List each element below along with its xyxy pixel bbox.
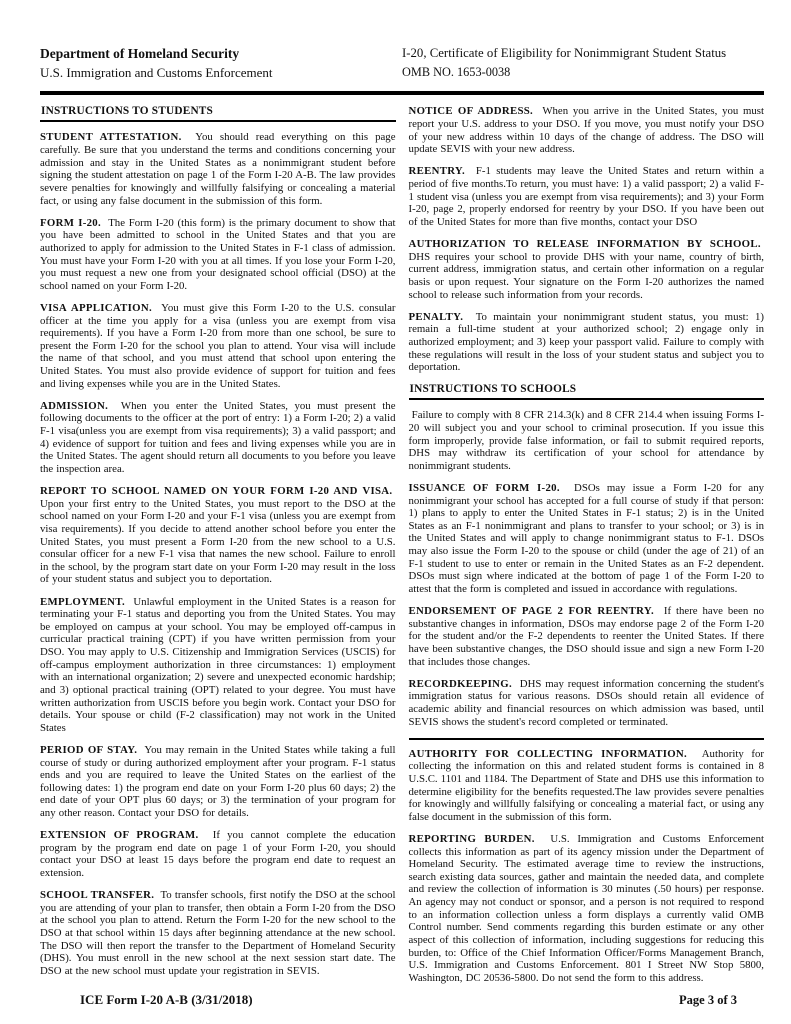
- page-header: [40, 44, 764, 82]
- paragraph: EMPLOYMENT. Unlawful employment in the United States is a reason for terminating your F-1 status and deporting you from the United States. You may be employed on campus at your school. You may be employed off-campus in curricular practical training (CPT) if you have written permission from your DSO. You may apply to U.S. Citizenship and Immigration Services (USCIS) for off-campus employment authorization in three circumstances: 1) employment with an international organization; 2) severe and unexpected economic hardship; and 3) optional practical training (OPT) related to your degree. You must have written authorization from USCIS before you begin work. Contact your DSO for details. Your spouse or child (F-2 classification) may not work in the United States: [40, 595, 396, 734]
- authority-paragraphs: [409, 748, 765, 985]
- paragraph: REPORT TO SCHOOL NAMED ON YOUR FORM I-20 AND VISA. Upon your first entry to the United States, you must report to the DSO at the school named on your Form I-20 and your F-1 visa (unless you are exempt from visa requirements). If you decide to attend another school before you enter the United States, you must present a Form I-20 from the new school to a U.S. consular officer for a new F-1 visa that names the new school. Failure to enroll in the school, by the program start date on your Form I-20 may result in the loss of your student status and subject you to deportation.: [40, 485, 396, 586]
- students-paragraphs: [40, 131, 396, 977]
- paragraph: PERIOD OF STAY. You may remain in the United States while taking a full course of study or during authorized employment after your program. F-1 status ends and you are required to leave the United States on the earliest of the following dates: 1) the program end date on your Form I-20 plus 60 days; 2) the end date of your OPT plus 60 days; or 3) the termination of your program for any other reason. Contact your DSO for details.: [40, 743, 396, 820]
- authority-divider-rule: [409, 738, 765, 740]
- paragraph-lead: AUTHORIZATION TO RELEASE INFORMATION BY SCHOOL.: [408, 238, 761, 251]
- paragraph: VISA APPLICATION. You must give this Form I-20 to the U.S. consular officer at the time you apply for a visa (unless you are exempt from visa requirements). If you have a Form I-20 from more than one school, be sure to present the Form I-20 for the school you plan to attend. Your visa will include the name of that school, and you must attend that school upon entering the United States. You must also provide evidence of support for tuition and fees and living expenses while you are in the United States.: [40, 301, 396, 390]
- paragraph-lead: AUTHORITY FOR COLLECTING INFORMATION.: [408, 747, 688, 760]
- left-column: [40, 105, 396, 994]
- paragraph-lead: FORM I-20.: [40, 216, 101, 229]
- paragraph-lead: ENDORSEMENT OF PAGE 2 FOR REENTRY.: [408, 605, 654, 618]
- paragraph: ISSUANCE OF FORM I-20. DSOs may issue a Form I-20 for any nonimmigrant your school has accepted for a full course of study if that person: 1) plans to apply to enter the United States in F-1 status; 2) is in the United States as an F-1 nonimmigrant and plans to transfer to your school; or 3) is in the United States and will apply to change nonimmigrant status to F-1. DSOs may also issue the Form I-20 to the spouse or child (under the age of 21) of an F-1 student to use to enter or remain in the United States as an F-2 dependent. DSOs must sign where indicated at the bottom of page 1 of the Form I-20 to attest that the form is completed and issued in accordance with regulations.: [408, 481, 764, 595]
- schools-paragraphs: [409, 409, 765, 728]
- page-footer: [80, 992, 737, 1008]
- section-heading-schools: INSTRUCTIONS TO SCHOOLS: [409, 383, 765, 400]
- paragraph: EXTENSION OF PROGRAM. If you cannot complete the education program by the program end date on page 1 of your Form I-20, you should contact your DSO at least 15 days before the program end date to request an extension.: [40, 829, 396, 880]
- paragraph-lead: NOTICE OF ADDRESS.: [408, 105, 534, 118]
- paragraph: STUDENT ATTESTATION. You should read everything on this page carefully. Be sure that you understand the terms and conditions concerning your admission and stay in the United States as a nonimmigrant student before signing the student attestation on page 1 of the Form I-20 A-B. The law provides severe penalties for knowingly and willfully falsifying or concealing a material fact, or using any false document in the submission of this form.: [40, 131, 396, 207]
- paragraph-lead: REPORT TO SCHOOL NAMED ON YOUR FORM I-20 AND VISA.: [40, 485, 393, 498]
- paragraph: ENDORSEMENT OF PAGE 2 FOR REENTRY. If there have been no substantive changes in information, DSOs may endorse page 2 of the Form I-20 for the student and/or the F-2 dependents to reenter the United States. If there have been substantive changes, the DSO should issue and sign a new Form I-20 that includes those changes.: [408, 605, 764, 668]
- paragraph-lead: ISSUANCE OF FORM I-20.: [408, 481, 560, 494]
- paragraph: SCHOOL TRANSFER. To transfer schools, first notify the DSO at the school you are attending of your plan to transfer, then obtain a Form I-20 from the DSO at the school you plan to attend. Return the Form I-20 for the new school to the DSO at that school within 15 days after beginning attendance at the new school. The DSO will then report the transfer to the Department of Homeland Security (DHS). You must enroll in the new school at the next session start date. The DSO at the new school must update your registration in SEVIS.: [40, 889, 396, 977]
- paragraph-lead: EMPLOYMENT.: [40, 595, 125, 608]
- paragraph-lead: VISA APPLICATION.: [40, 301, 152, 314]
- paragraph: REPORTING BURDEN. U.S. Immigration and Customs Enforcement collects this information as part of its agency mission under the Department of Homeland Security. The estimated average time to review the instructions, search existing data sources, gather and maintain the needed data, and complete and review the collection of information is 30 minutes (.50 hours) per response. An agency may not conduct or sponsor, and a person is not required to respond to an information collection unless a form displays a currently valid OMB Control number. Send comments regarding this burden estimate or any other aspect of this collection of information, including suggestions for reducing this burden, to: Office of the Chief Information Officer/Forms Management Branch, U.S. Immigration and Customs Enforcement. 801 I Street NW Stop 5800, Washington, DC 20536-5800. Do not send the form to this address.: [408, 832, 765, 984]
- header-divider-rule: [40, 91, 764, 95]
- paragraph: REENTRY. F-1 students may leave the United States and return within a period of five months.To return, you must have: 1) a valid passport; 2) a valid F-1 student visa (unless you are exempt from visa requirements); and 3) your Form I-20, page 2, properly endorsed for reentry by your DSO. If you have been out of the United States for more than five months, contact your DSO: [408, 165, 764, 228]
- header-form-block: [402, 44, 764, 82]
- right-column: [409, 105, 765, 994]
- paragraph: Failure to comply with 8 CFR 214.3(k) and 8 CFR 214.4 when issuing Forms I-20 will subject you and your school to criminal prosecution. If you issue this form improperly, provide false information, or fail to submit required reports, DHS may withdraw its certification of your school for attendance by nonimmigrant students.: [408, 409, 764, 472]
- right-top-paragraphs: [409, 105, 765, 373]
- paragraph-lead: STUDENT ATTESTATION.: [40, 131, 182, 144]
- paragraph: FORM I-20. The Form I-20 (this form) is the primary document to show that you have been admitted to school in the United States and that you are authorized to apply for admission to the United States in F-1 class of admission. You must have your Form I-20 with you at all times. If you lose your Form I-20, you must request a new one from your designated school official (DSO) at the school named on your Form I-20.: [40, 216, 396, 292]
- paragraph: RECORDKEEPING. DHS may request information concerning the student's immigration status for various reasons. DSOs should retain all evidence of academic ability and financial resources on which admission was based, until SEVIS shows the student's record completed or terminated.: [408, 677, 764, 728]
- header-agency-block: [40, 44, 273, 82]
- paragraph-lead: REENTRY.: [408, 165, 466, 178]
- paragraph: PENALTY. To maintain your nonimmigrant student status, you must: 1) remain a full-time student at your authorized school; 2) engage only in authorized employment; and 3) keep your passport valid. Failure to comply with these regulations will result in the loss of your student status and subject you to deportation.: [408, 310, 764, 374]
- paragraph-lead: PERIOD OF STAY.: [40, 743, 138, 756]
- paragraph-lead: SCHOOL TRANSFER.: [40, 889, 155, 902]
- paragraph: AUTHORITY FOR COLLECTING INFORMATION. Authority for collecting the information on this and related student forms is contained in 8 U.S.C. 1101 and 1184. The Department of State and DHS use this information to determine eligibility for the benefits requested.The law provides severe penalties for knowingly and willfully falsifying or concealing a material fact, or using any false document in the submission of this form.: [408, 747, 764, 823]
- paragraph-lead: PENALTY.: [408, 310, 464, 323]
- form-edition: ICE Form I-20 A-B (3/31/2018): [80, 992, 253, 1007]
- paragraph-lead: ADMISSION.: [40, 399, 109, 412]
- paragraph: ADMISSION. When you enter the United States, you must present the following documents to the officer at the port of entry: 1) a Form I-20; 2) a valid F-1 visa(unless you are exempt from visa requirements); 3) a valid passport; and 4) evidence of support for tuition and fees and living expenses while you are in the United States. The agent should return all documents to you before you leave the inspection area.: [40, 399, 396, 475]
- paragraph-lead: RECORDKEEPING.: [408, 677, 512, 690]
- agency-subtitle: U.S. Immigration and Customs Enforcement: [40, 64, 273, 80]
- paragraph: NOTICE OF ADDRESS. When you arrive in the United States, you must report your U.S. address to your DSO. If you move, you must notify your DSO of your new address within 10 days of the change of address. The DSO will update SEVIS with your new address.: [408, 105, 764, 156]
- omb-number: OMB NO. 1653-0038: [402, 64, 511, 79]
- two-column-body: [40, 105, 764, 994]
- section-heading-students: INSTRUCTIONS TO STUDENTS: [40, 105, 396, 122]
- agency-name: Department of Homeland Security: [40, 46, 240, 61]
- form-title: I-20, Certificate of Eligibility for Nonimmigrant Student Status: [402, 46, 727, 60]
- page-number: Page 3 of 3: [679, 993, 737, 1007]
- paragraph: AUTHORIZATION TO RELEASE INFORMATION BY SCHOOL. DHS requires your school to provide DHS with your name, country of birth, current address, immigration status, and certain other information on a regular basis or upon request. Your signature on the Form I-20 authorizes the named school to release such information from your records.: [408, 238, 764, 301]
- paragraph-lead: EXTENSION OF PROGRAM.: [40, 829, 199, 842]
- paragraph-lead: REPORTING BURDEN.: [408, 832, 535, 845]
